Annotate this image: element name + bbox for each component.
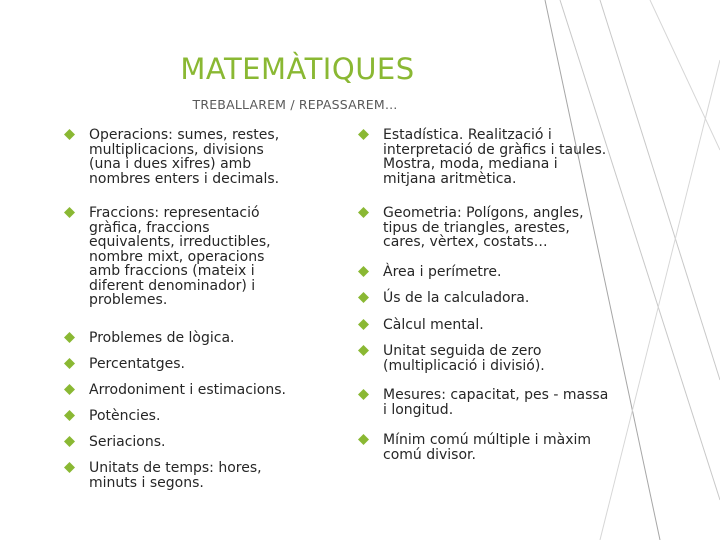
list-item-text: Àrea i perímetre. [383, 264, 502, 280]
list-item [358, 344, 643, 373]
diamond-icon [358, 319, 369, 330]
list-item-text: Geometria: Polígons, angles, tipus de triangles, arestes, cares, vèrtex, costats… [383, 205, 584, 250]
list-item [358, 318, 643, 333]
list-item-text: Seriacions. [89, 434, 166, 450]
diamond-icon [358, 129, 369, 140]
diamond-icon [358, 389, 369, 400]
page-subtitle: TREBALLAREM / REPASSAREM… [192, 97, 398, 112]
list-item [358, 433, 643, 462]
list-item-text: Estadística. Realització i interpretació de gràfics i taules. Mostra, moda, mediana i mitjana aritmètica. [383, 127, 607, 187]
list-item [358, 388, 643, 417]
diamond-icon [358, 292, 369, 303]
list-item-text: Operacions: sumes, restes, multiplicacions, divisions (una i dues xifres) amb nombres enters i decimals. [89, 127, 280, 187]
list-item-text: Percentatges. [89, 356, 185, 372]
diamond-icon [358, 434, 369, 445]
diamond-icon [358, 345, 369, 356]
list-item-text: Unitats de temps: hores, minuts i segons. [89, 460, 262, 491]
list-item [358, 291, 643, 306]
list-item-text: Càlcul mental. [383, 317, 484, 333]
list-item-text: Problemes de lògica. [89, 330, 235, 346]
list-item [358, 128, 643, 186]
list-item-text: Mesures: capacitat, pes - massa i longitud. [383, 387, 609, 418]
list-item-text: Unitat seguida de zero (multiplicació i divisió). [383, 343, 545, 374]
list-item-text: Potències. [89, 408, 161, 424]
page-title: MATEMÀTIQUES [180, 52, 415, 86]
list-item [358, 206, 643, 250]
diamond-icon [358, 266, 369, 277]
list-item-text: Arrodoniment i estimacions. [89, 382, 286, 398]
list-item-text: Ús de la calculadora. [383, 290, 530, 306]
list-item-text: Fraccions: representació gràfica, fraccions equivalents, irreductibles, nombre mixt, operacions amb fraccions (mateix i diferent denominador) i problemes. [89, 205, 271, 308]
list-item [358, 265, 643, 280]
diamond-icon [358, 207, 369, 218]
list-item-text: Mínim comú múltiple i màxim comú divisor. [383, 432, 592, 463]
